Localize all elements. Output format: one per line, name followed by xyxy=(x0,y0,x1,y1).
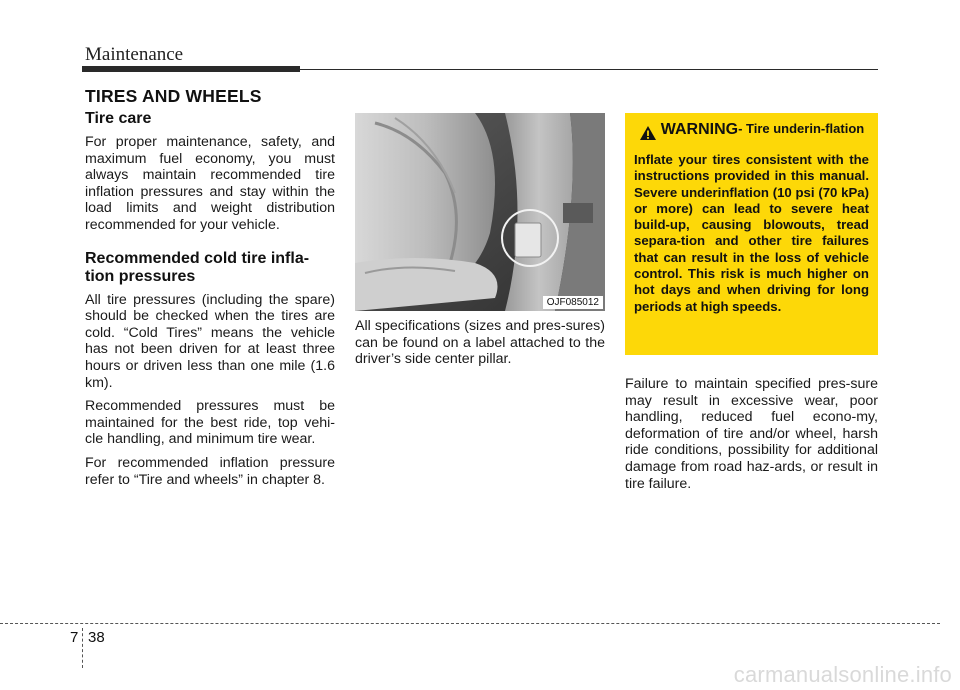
footer-divider xyxy=(82,628,83,668)
cold-pressures-paragraph-1: All tire pressures (including the spare) should be checked when the tires are cold. “Cold Tires” means the vehicle has not been driven for at least three hours or driven less than one mile (1.6 km). xyxy=(85,291,335,391)
header-rule-thick xyxy=(82,66,300,72)
column-middle xyxy=(355,318,605,375)
footer-chapter-number: 7 xyxy=(70,629,79,646)
door-pillar-figure xyxy=(355,113,605,311)
column-left xyxy=(85,110,335,495)
header-title: Maintenance xyxy=(85,44,184,65)
header-rule-thin xyxy=(300,69,878,70)
car-seat-pillar-illustration xyxy=(355,113,605,311)
warning-title xyxy=(634,121,869,146)
warning-body: Inflate your tires consistent with the instructions provided in this manual. Severe underinflation (10 psi (70 kPa) or more) can lead to severe heat build-up, causing blowouts, tread separa-tion and other tire failures that can result in the loss of vehicle control. This risk is much higher on hot days and when driving for long periods at high speeds. xyxy=(634,152,869,314)
warning-label: WARNING xyxy=(660,121,739,138)
cold-pressures-heading: Recommended cold tire infla-tion pressures xyxy=(85,249,310,285)
figure-caption: All specifications (sizes and pres-sures) can be found on a label attached to the driver’s side center pillar. xyxy=(355,318,605,368)
figure-code: OJF085012 xyxy=(543,296,603,309)
footer-rule xyxy=(0,623,940,624)
section-heading: TIRES AND WHEELS xyxy=(85,86,262,106)
warning-subtitle: - Tire underin-flation xyxy=(738,121,865,136)
warning-triangle-icon xyxy=(639,125,657,146)
cold-pressures-paragraph-2: Recommended pressures must be maintained for the best ride, top vehi-cle handling, and minimum tire wear. xyxy=(85,398,335,448)
tire-care-paragraph: For proper maintenance, safety, and maximum fuel economy, you must always maintain recommended tire inflation pressures and stay within the load limits and weight distribution recommended for your vehicle. xyxy=(85,134,335,233)
warning-box xyxy=(625,113,878,355)
footer-page-number: 38 xyxy=(88,629,105,646)
cold-pressures-paragraph-3: For recommended inflation pressure refer to “Tire and wheels” in chapter 8. xyxy=(85,454,335,488)
tire-care-heading: Tire care xyxy=(85,110,152,127)
column-right xyxy=(625,376,878,499)
failure-paragraph: Failure to maintain specified pres-sure may result in excessive wear, poor handling, reduced fuel econo-my, deformation of tire and/or wheel, harsh ride conditions, possibility for additional damage from road haz-ards, or result in tire failure. xyxy=(625,376,878,492)
watermark: carmanualsonline.info xyxy=(733,662,952,687)
